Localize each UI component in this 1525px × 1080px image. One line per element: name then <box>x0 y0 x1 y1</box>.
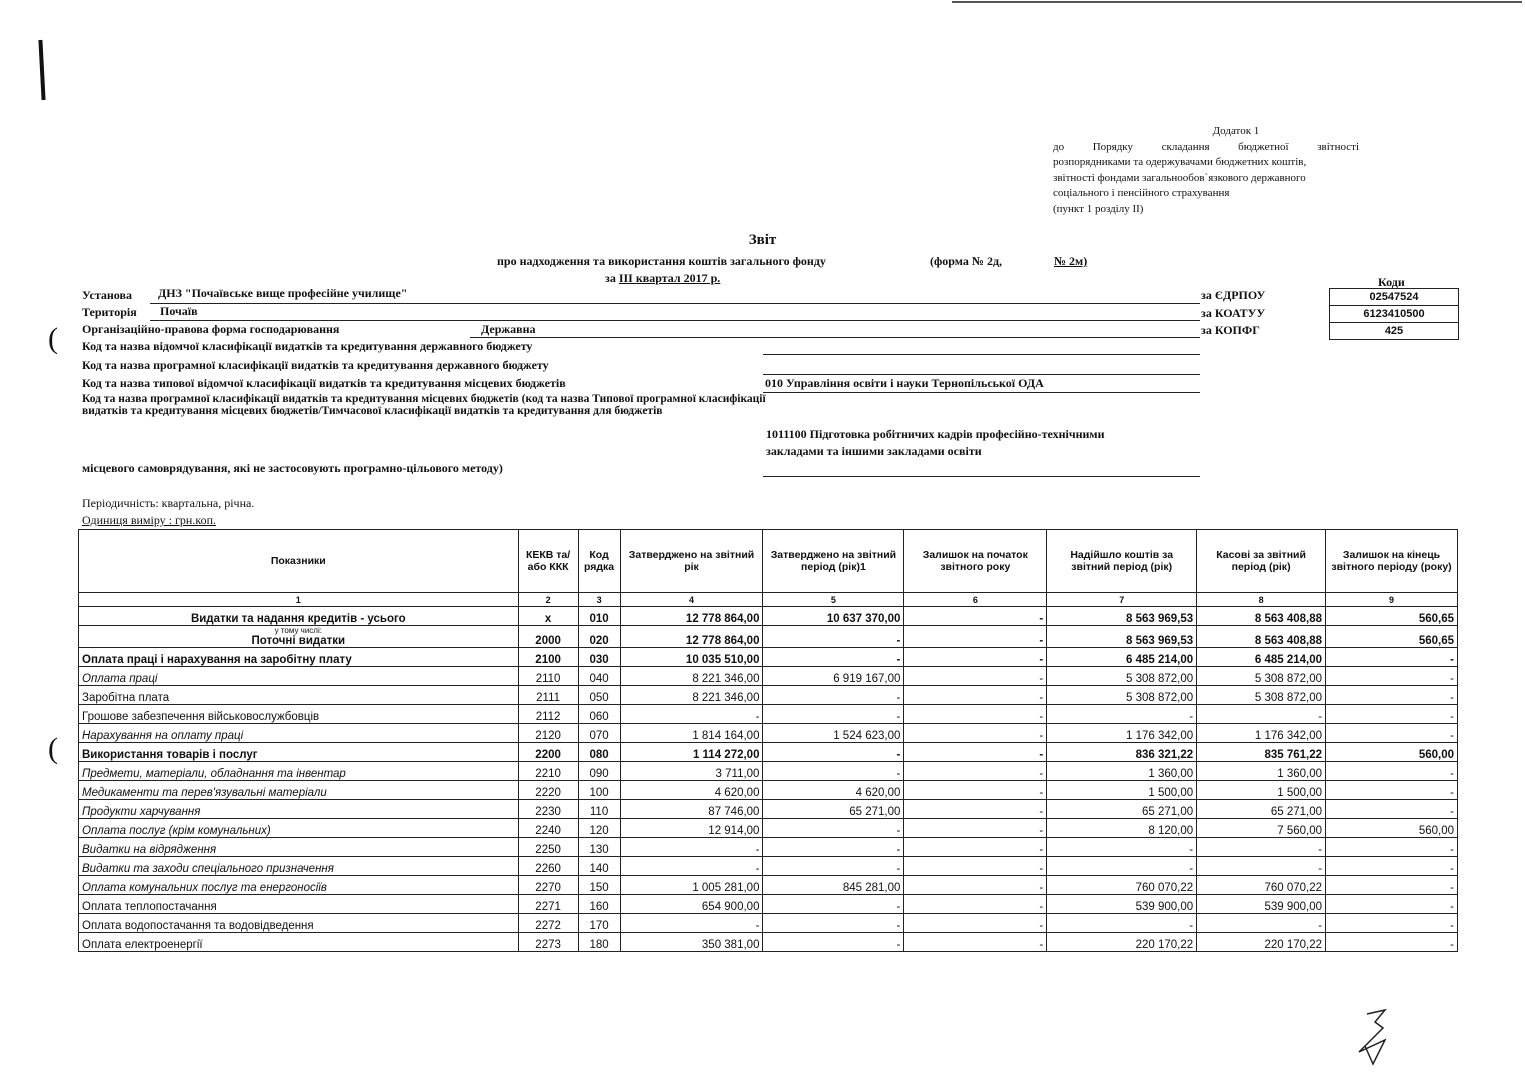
balance-start-cell: - <box>904 800 1047 819</box>
row-name-cell <box>79 895 519 914</box>
rule <box>150 320 1200 321</box>
row-code-cell: 070 <box>578 724 620 743</box>
approved-year-cell: 350 381,00 <box>620 933 763 952</box>
period-value: III квартал 2017 р. <box>618 271 721 285</box>
balance-end-cell: - <box>1326 857 1458 876</box>
annex-line: до Порядку складання бюджетної звітності <box>1053 140 1359 153</box>
row-name-cell <box>79 933 519 952</box>
col-number: 6 <box>904 593 1047 607</box>
report-period <box>605 271 720 286</box>
row-name: Оплата теплопостачання <box>82 901 217 913</box>
cash-expenses-cell: - <box>1197 838 1326 857</box>
approved-period-cell: - <box>763 705 904 724</box>
received-cell: 5 308 872,00 <box>1047 686 1197 705</box>
balance-start-cell: - <box>904 762 1047 781</box>
received-cell: 1 500,00 <box>1047 781 1197 800</box>
annex-line: (пункт 1 розділу II) <box>1053 202 1144 215</box>
balance-end-cell: - <box>1326 724 1458 743</box>
approved-period-cell: 10 637 370,00 <box>763 607 904 626</box>
row-name-cell <box>79 626 519 648</box>
col-number: 1 <box>79 593 519 607</box>
row-name: Медикаменти та перев'язувальні матеріали <box>82 787 327 799</box>
row-name: Поточні видатки <box>251 635 346 647</box>
table-row <box>79 819 1458 838</box>
table-row <box>79 876 1458 895</box>
row-name-cell <box>79 857 519 876</box>
approved-period-cell: - <box>763 914 904 933</box>
approved-year-cell: 87 746,00 <box>620 800 763 819</box>
kekv-cell: 2111 <box>518 686 578 705</box>
col-header: Затверджено на звітний рік <box>620 530 763 593</box>
kekv-cell: 2110 <box>518 667 578 686</box>
balance-end-cell: 560,65 <box>1326 626 1458 648</box>
received-cell: 65 271,00 <box>1047 800 1197 819</box>
kekv-cell: 2112 <box>518 705 578 724</box>
classification-line-4c: місцевого самоврядування, які не застосовують програмно-цільового методу) <box>82 461 503 475</box>
received-cell: 5 308 872,00 <box>1047 667 1197 686</box>
cash-expenses-cell: 835 761,22 <box>1197 743 1326 762</box>
kekv-cell: 2273 <box>518 933 578 952</box>
balance-end-cell: - <box>1326 762 1458 781</box>
bracket-mark-2: ( <box>48 732 58 765</box>
row-code-cell: 180 <box>578 933 620 952</box>
approved-period-cell: - <box>763 743 904 762</box>
row-name: Видатки та заходи спеціального призначення <box>82 863 334 875</box>
approved-year-cell: 654 900,00 <box>620 895 763 914</box>
approved-year-cell: 3 711,00 <box>620 762 763 781</box>
code-label-edrpou: за ЄДРПОУ <box>1201 288 1266 302</box>
code-label-koatuu: за КОАТУУ <box>1201 306 1266 320</box>
balance-start-cell: - <box>904 838 1047 857</box>
approved-period-cell: - <box>763 762 904 781</box>
col-header: Код рядка <box>578 530 620 593</box>
kekv-cell: 2260 <box>518 857 578 876</box>
kekv-cell: x <box>518 607 578 626</box>
received-cell: 8 120,00 <box>1047 819 1197 838</box>
annex-line: соціального і пенсійного страхування <box>1053 187 1230 199</box>
balance-end-cell: - <box>1326 800 1458 819</box>
signature-mark <box>1345 1008 1405 1068</box>
kekv-cell: 2210 <box>518 762 578 781</box>
table-row <box>79 626 1458 648</box>
table-header-row <box>79 530 1458 593</box>
classification-line-3: Код та назва типової відомчої класифікації видатків та кредитування місцевих бюджетів <box>82 376 566 390</box>
table-row <box>79 607 1458 626</box>
classification-line-3-value: 010 Управління освіти і науки Тернопільської ОДА <box>765 376 1044 390</box>
row-name: Заробітна плата <box>82 692 170 704</box>
cash-expenses-cell: 1 360,00 <box>1197 762 1326 781</box>
balance-start-cell: - <box>904 686 1047 705</box>
kekv-cell: 2250 <box>518 838 578 857</box>
row-name: Оплата водопостачання та водовідведення <box>82 920 314 932</box>
approved-year-cell: 4 620,00 <box>620 781 763 800</box>
table-row <box>79 762 1458 781</box>
periodicity: Періодичність: квартальна, річна. <box>82 496 255 510</box>
report-form: (форма № 2д, <box>930 254 1003 268</box>
col-number: 7 <box>1047 593 1197 607</box>
col-header: Надійшло коштів за звітний період (рік) <box>1047 530 1197 593</box>
cash-expenses-cell: - <box>1197 914 1326 933</box>
balance-end-cell: - <box>1326 667 1458 686</box>
balance-end-cell: - <box>1326 705 1458 724</box>
row-name-cell <box>79 686 519 705</box>
balance-end-cell: - <box>1326 838 1458 857</box>
table-row <box>79 857 1458 876</box>
kekv-cell: 2220 <box>518 781 578 800</box>
row-name: Видатки на відрядження <box>82 844 217 856</box>
approved-period-cell: - <box>763 819 904 838</box>
kekv-cell: 2270 <box>518 876 578 895</box>
approved-period-cell: - <box>763 895 904 914</box>
table-row <box>79 895 1458 914</box>
row-name-cell <box>79 876 519 895</box>
balance-start-cell: - <box>904 705 1047 724</box>
balance-end-cell: - <box>1326 648 1458 667</box>
row-name-cell <box>79 800 519 819</box>
table-row <box>79 838 1458 857</box>
annex-note <box>1053 124 1359 217</box>
received-cell: 539 900,00 <box>1047 895 1197 914</box>
row-name: Використання товарів і послуг <box>82 749 258 761</box>
balance-start-cell: - <box>904 876 1047 895</box>
margin-mark <box>38 40 45 100</box>
row-name: Продукти харчування <box>82 806 201 818</box>
approved-year-cell: 12 914,00 <box>620 819 763 838</box>
row-name-cell <box>79 667 519 686</box>
row-code-cell: 020 <box>578 626 620 648</box>
row-code-cell: 110 <box>578 800 620 819</box>
approved-year-cell: 8 221 346,00 <box>620 667 763 686</box>
col-number: 5 <box>763 593 904 607</box>
row-code-cell: 170 <box>578 914 620 933</box>
table-row <box>79 686 1458 705</box>
row-name-cell <box>79 914 519 933</box>
row-name: Оплата електроенергії <box>82 939 203 951</box>
annex-line: розпорядниками та одержувачами бюджетних коштів, <box>1053 156 1307 168</box>
received-cell: 1 360,00 <box>1047 762 1197 781</box>
approved-year-cell: 12 778 864,00 <box>620 607 763 626</box>
row-code-cell: 130 <box>578 838 620 857</box>
received-cell: - <box>1047 705 1197 724</box>
table-row <box>79 914 1458 933</box>
classification-line-4-value-a: 1011100 Підготовка робітничих кадрів професійно-технічними <box>766 427 1105 441</box>
approved-period-cell: - <box>763 648 904 667</box>
top-rule <box>952 1 1522 3</box>
row-name-cell <box>79 838 519 857</box>
balance-start-cell: - <box>904 895 1047 914</box>
approved-period-cell: - <box>763 857 904 876</box>
approved-year-cell: 10 035 510,00 <box>620 648 763 667</box>
row-code-cell: 120 <box>578 819 620 838</box>
classification-line-1: Код та назва відомчої класифікації видатків та кредитування державного бюджету <box>82 339 533 353</box>
col-number: 2 <box>518 593 578 607</box>
row-name-cell <box>79 607 519 626</box>
approved-period-cell: - <box>763 626 904 648</box>
row-code-cell: 040 <box>578 667 620 686</box>
approved-period-cell: - <box>763 686 904 705</box>
rule <box>470 337 1200 338</box>
balance-start-cell: - <box>904 933 1047 952</box>
approved-period-cell: 1 524 623,00 <box>763 724 904 743</box>
approved-period-cell: - <box>763 838 904 857</box>
received-cell: - <box>1047 914 1197 933</box>
cash-expenses-cell: 760 070,22 <box>1197 876 1326 895</box>
rule <box>763 354 1200 355</box>
classification-line-4-value-b: закладами та іншими закладами освіти <box>766 444 982 458</box>
kekv-cell: 2240 <box>518 819 578 838</box>
col-header: Залишок на кінець звітного періоду (року) <box>1326 530 1458 593</box>
balance-end-cell: - <box>1326 895 1458 914</box>
table-row <box>79 933 1458 952</box>
balance-end-cell: - <box>1326 781 1458 800</box>
cash-expenses-cell: 220 170,22 <box>1197 933 1326 952</box>
balance-start-cell: - <box>904 626 1047 648</box>
org-form-label: Організаційно-правова форма господарювання <box>82 322 340 336</box>
col-header: Залишок на початок звітного року <box>904 530 1047 593</box>
row-name-cell <box>79 762 519 781</box>
approved-year-cell: - <box>620 914 763 933</box>
approved-period-cell: - <box>763 933 904 952</box>
report-form-num: № 2м) <box>1054 254 1088 268</box>
kekv-cell: 2120 <box>518 724 578 743</box>
cash-expenses-cell: 5 308 872,00 <box>1197 667 1326 686</box>
balance-end-cell: 560,00 <box>1326 819 1458 838</box>
report-table <box>78 529 1458 952</box>
cash-expenses-cell: 65 271,00 <box>1197 800 1326 819</box>
table-row <box>79 724 1458 743</box>
approved-year-cell: - <box>620 705 763 724</box>
institution-value: ДНЗ "Почаївське вище професійне училище" <box>158 286 408 300</box>
table-row <box>79 743 1458 762</box>
column-number-row <box>79 593 1458 607</box>
row-name-cell <box>79 724 519 743</box>
kekv-cell: 2272 <box>518 914 578 933</box>
approved-period-cell: 65 271,00 <box>763 800 904 819</box>
rule <box>763 374 1200 375</box>
balance-start-cell: - <box>904 667 1047 686</box>
unit: Одиниця виміру : грн.коп. <box>82 513 216 527</box>
row-name-cell <box>79 743 519 762</box>
row-name: Видатки та надання кредитів - усього <box>190 613 406 625</box>
row-code-cell: 150 <box>578 876 620 895</box>
cash-expenses-cell: 1 500,00 <box>1197 781 1326 800</box>
code-value-koatuu: 6123410500 <box>1329 305 1459 323</box>
period-prefix: за <box>605 271 616 285</box>
row-name-cell <box>79 705 519 724</box>
received-cell: 836 321,22 <box>1047 743 1197 762</box>
cash-expenses-cell: - <box>1197 857 1326 876</box>
balance-start-cell: - <box>904 607 1047 626</box>
cash-expenses-cell: 5 308 872,00 <box>1197 686 1326 705</box>
row-name: Грошове забезпечення військовослужбовців <box>82 711 320 723</box>
code-value-kopfg: 425 <box>1329 322 1459 340</box>
col-number: 8 <box>1197 593 1326 607</box>
org-form-value: Державна <box>481 322 536 336</box>
balance-start-cell: - <box>904 781 1047 800</box>
col-header: Показники <box>79 530 519 593</box>
classification-line-2: Код та назва програмної класифікації видатків та кредитування державного бюджету <box>82 358 549 372</box>
balance-end-cell: - <box>1326 933 1458 952</box>
approved-year-cell: - <box>620 857 763 876</box>
bracket-mark-1: ( <box>48 322 58 355</box>
approved-year-cell: 1 114 272,00 <box>620 743 763 762</box>
code-value-edrpou: 02547524 <box>1329 288 1459 306</box>
row-code-cell: 010 <box>578 607 620 626</box>
kekv-cell: 2230 <box>518 800 578 819</box>
col-header: КЕКВ та/або ККК <box>518 530 578 593</box>
row-name-cell <box>79 781 519 800</box>
balance-end-cell: - <box>1326 914 1458 933</box>
row-code-cell: 050 <box>578 686 620 705</box>
table-row <box>79 648 1458 667</box>
row-code-cell: 140 <box>578 857 620 876</box>
classification-line-4a: Код та назва програмної класифікації видатків та кредитування місцевих бюджетів (код та назва Типової програмної класифікації <box>82 393 766 405</box>
col-number: 9 <box>1326 593 1458 607</box>
col-number: 4 <box>620 593 763 607</box>
col-header: Затверджено на звітний період (рік)1 <box>763 530 904 593</box>
received-cell: 1 176 342,00 <box>1047 724 1197 743</box>
annex-title: Додаток 1 <box>1212 125 1260 137</box>
row-name: Оплата праці і нарахування на заробітну плату <box>82 654 352 666</box>
approved-year-cell: 8 221 346,00 <box>620 686 763 705</box>
balance-start-cell: - <box>904 857 1047 876</box>
balance-end-cell: 560,00 <box>1326 743 1458 762</box>
table-row <box>79 667 1458 686</box>
received-cell: - <box>1047 857 1197 876</box>
approved-period-cell: 845 281,00 <box>763 876 904 895</box>
approved-year-cell: 1 814 164,00 <box>620 724 763 743</box>
annex-line: звітності фондами загальнообов`язкового державного <box>1053 171 1306 184</box>
table-row <box>79 781 1458 800</box>
approved-year-cell: 1 005 281,00 <box>620 876 763 895</box>
cash-expenses-cell: 539 900,00 <box>1197 895 1326 914</box>
row-name: Оплата праці <box>82 673 158 685</box>
row-code-cell: 090 <box>578 762 620 781</box>
row-name: Нарахування на оплату праці <box>82 730 244 742</box>
kekv-cell: 2271 <box>518 895 578 914</box>
cash-expenses-cell: 1 176 342,00 <box>1197 724 1326 743</box>
kekv-cell: 2000 <box>518 626 578 648</box>
approved-period-cell: 6 919 167,00 <box>763 667 904 686</box>
received-cell: 8 563 969,53 <box>1047 626 1197 648</box>
received-cell: 760 070,22 <box>1047 876 1197 895</box>
balance-end-cell: - <box>1326 686 1458 705</box>
cash-expenses-cell: 8 563 408,88 <box>1197 626 1326 648</box>
row-name: Оплата комунальних послуг та енергоносіїв <box>82 882 327 894</box>
row-code-cell: 080 <box>578 743 620 762</box>
territory-label: Територія <box>82 305 137 319</box>
row-code-cell: 060 <box>578 705 620 724</box>
balance-start-cell: - <box>904 724 1047 743</box>
row-name-cell <box>79 819 519 838</box>
approved-year-cell: 12 778 864,00 <box>620 626 763 648</box>
rule <box>763 392 1200 393</box>
institution-label: Установа <box>82 288 132 302</box>
balance-start-cell: - <box>904 648 1047 667</box>
col-header: Касові за звітний період (рік) <box>1197 530 1326 593</box>
row-name: Оплата послуг (крім комунальних) <box>82 825 271 837</box>
approved-year-cell: - <box>620 838 763 857</box>
table-row <box>79 705 1458 724</box>
row-name: Предмети, матеріали, обладнання та інвентар <box>82 768 346 780</box>
row-code-cell: 030 <box>578 648 620 667</box>
approved-period-cell: 4 620,00 <box>763 781 904 800</box>
report-title: Звіт <box>748 232 777 248</box>
table-row <box>79 800 1458 819</box>
balance-start-cell: - <box>904 819 1047 838</box>
received-cell: 220 170,22 <box>1047 933 1197 952</box>
code-label-kopfg: за КОПФГ <box>1201 323 1260 337</box>
balance-end-cell: - <box>1326 876 1458 895</box>
cash-expenses-cell: 7 560,00 <box>1197 819 1326 838</box>
territory-value: Почаїв <box>160 304 198 318</box>
row-code-cell: 160 <box>578 895 620 914</box>
cash-expenses-cell: 8 563 408,88 <box>1197 607 1326 626</box>
row-name-cell <box>79 648 519 667</box>
codes-header: Коди <box>1378 275 1405 289</box>
received-cell: - <box>1047 838 1197 857</box>
balance-end-cell: 560,65 <box>1326 607 1458 626</box>
classification-line-4b: видатків та кредитування місцевих бюджетів/Тимчасової класифікації видатків та кредитування для бюджетів <box>82 405 663 417</box>
received-cell: 8 563 969,53 <box>1047 607 1197 626</box>
row-code-cell: 100 <box>578 781 620 800</box>
col-number: 3 <box>578 593 620 607</box>
received-cell: 6 485 214,00 <box>1047 648 1197 667</box>
kekv-cell: 2100 <box>518 648 578 667</box>
rule <box>763 476 1200 477</box>
report-subtitle: про надходження та використання коштів загального фонду <box>497 254 826 268</box>
kekv-cell: 2200 <box>518 743 578 762</box>
rule <box>150 303 1200 304</box>
balance-start-cell: - <box>904 743 1047 762</box>
balance-start-cell: - <box>904 914 1047 933</box>
cash-expenses-cell: - <box>1197 705 1326 724</box>
row-note: у тому числі: <box>274 626 322 635</box>
cash-expenses-cell: 6 485 214,00 <box>1197 648 1326 667</box>
